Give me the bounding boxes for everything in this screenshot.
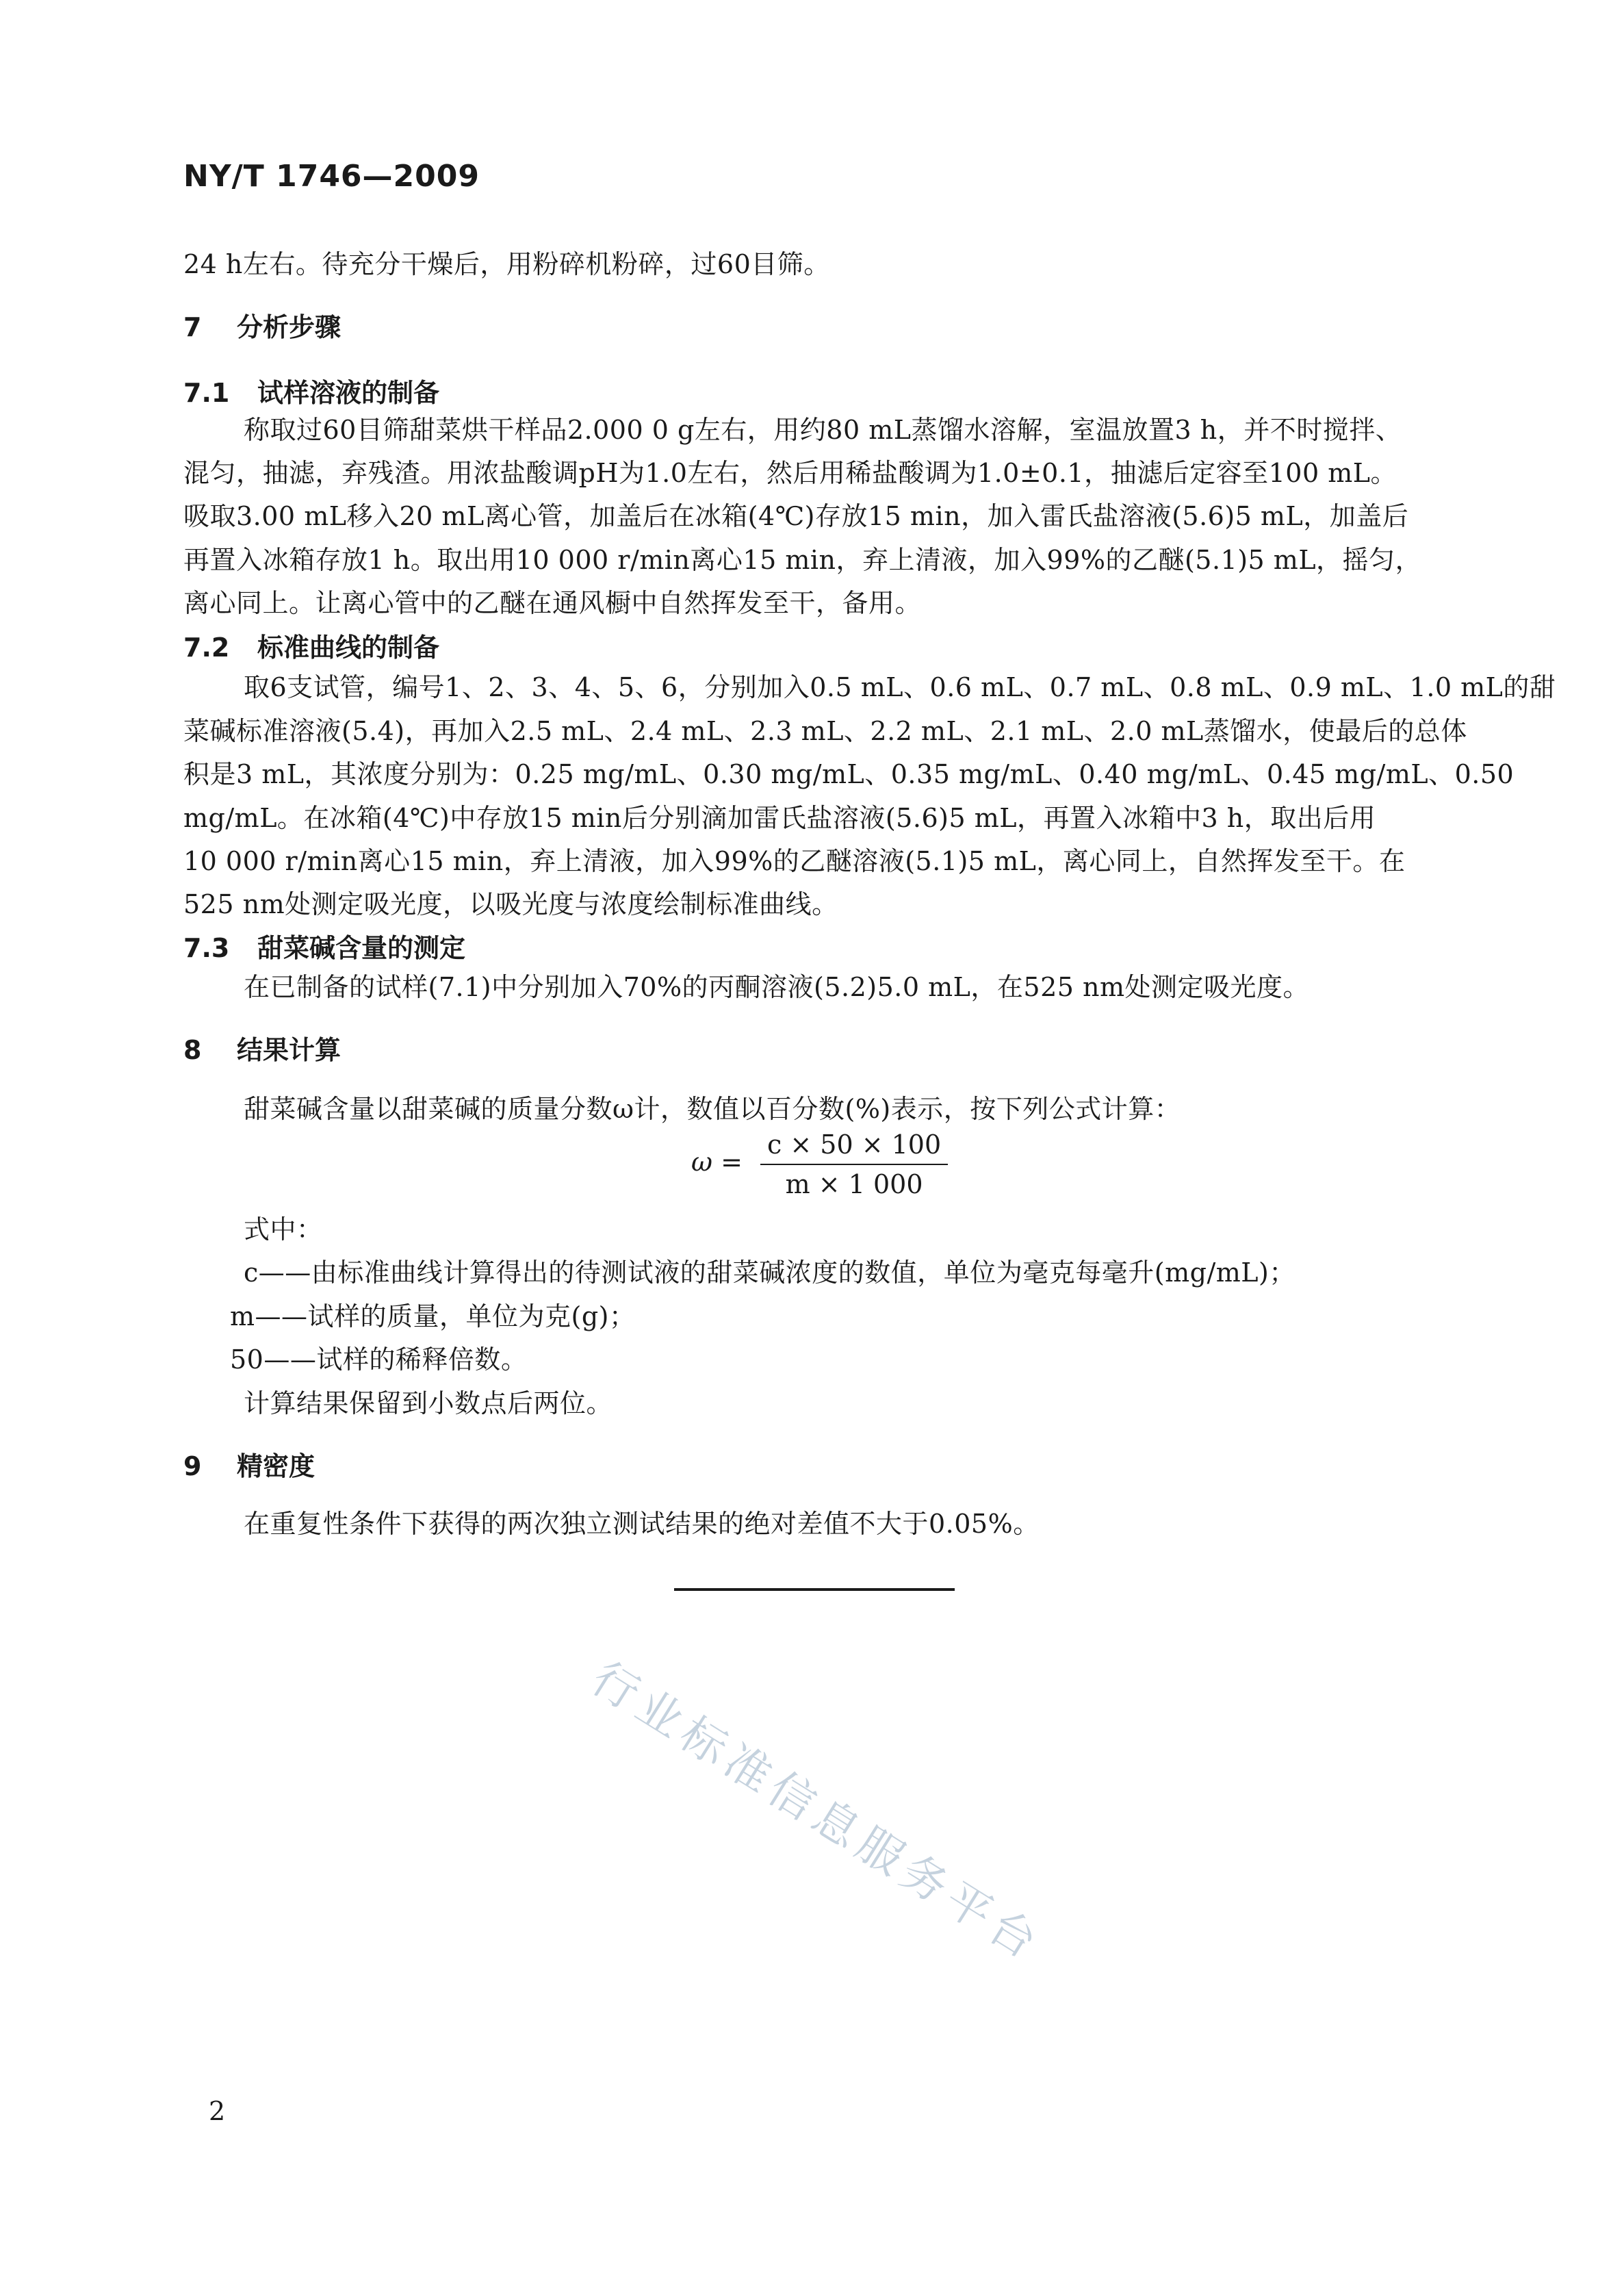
heading-8 [183, 1037, 341, 1063]
heading-title: 分析步骤 [237, 312, 341, 342]
s72-line-1: 取6支试管，编号1、2、3、4、5、6，分别加入0.5 mL、0.6 mL、0.7 mL、0.8 mL、0.9 mL、1.0 mL的甜 [244, 672, 1556, 702]
end-rule [674, 1588, 955, 1591]
definition-50: 50——试样的稀释倍数。 [230, 1344, 528, 1375]
heading-number: 7 [183, 312, 202, 342]
formula-numerator: c × 50 × 100 [760, 1129, 948, 1165]
heading-number: 7.1 [183, 378, 230, 408]
heading-number: 7.2 [183, 633, 230, 663]
standard-number: NY/T 1746—2009 [183, 159, 480, 194]
watermark: 行业标准信息服务平台 [582, 1651, 1052, 1972]
continued-paragraph: 24 h左右。待充分干燥后，用粉碎机粉碎，过60目筛。 [183, 249, 830, 279]
heading-9 [183, 1453, 315, 1479]
heading-7-1 [183, 380, 439, 406]
heading-7 [183, 314, 341, 340]
s72-line-4: mg/mL。在冰箱(4℃)中存放15 min后分别滴加雷氏盐溶液(5.6)5 mL，再置入冰箱中3 h，取出后用 [183, 803, 1376, 833]
formula-fraction [760, 1129, 948, 1199]
heading-title: 精密度 [237, 1451, 315, 1481]
s72-line-6: 525 nm处测定吸光度，以吸光度与浓度绘制标准曲线。 [183, 889, 838, 919]
heading-title: 试样溶液的制备 [257, 378, 440, 408]
s71-line-5: 离心同上。让离心管中的乙醚在通风橱中自然挥发至干，备用。 [183, 588, 922, 618]
definition-c: c——由标准曲线计算得出的待测试液的甜菜碱浓度的数值，单位为毫克每毫升(mg/mL)； [244, 1258, 1296, 1288]
rounding-note: 计算结果保留到小数点后两位。 [244, 1388, 613, 1418]
formula [691, 1129, 948, 1199]
page-number: 2 [209, 2096, 226, 2126]
heading-number: 9 [183, 1451, 202, 1481]
s8-line-1: 甜菜碱含量以甜菜碱的质量分数ω计，数值以百分数(%)表示，按下列公式计算： [244, 1094, 1181, 1124]
s73-line-1: 在已制备的试样(7.1)中分别加入70%的丙酮溶液(5.2)5.0 mL，在525 nm处测定吸光度。 [244, 972, 1310, 1002]
where-label: 式中： [244, 1214, 323, 1245]
heading-7-2 [183, 635, 439, 661]
heading-title: 标准曲线的制备 [257, 633, 440, 663]
s71-line-3: 吸取3.00 mL移入20 mL离心管，加盖后在冰箱(4℃)存放15 min，加入雷氏盐溶液(5.6)5 mL，加盖后 [183, 501, 1409, 531]
s72-line-2: 菜碱标准溶液(5.4)，再加入2.5 mL、2.4 mL、2.3 mL、2.2 mL、2.1 mL、2.0 mL蒸馏水，使最后的总体 [183, 716, 1467, 746]
heading-title: 结果计算 [237, 1035, 341, 1065]
s71-line-4: 再置入冰箱存放1 h。取出用10 000 r/min离心15 min，弃上清液，加入99%的乙醚(5.1)5 mL，摇匀， [183, 545, 1422, 575]
s71-line-2: 混匀，抽滤，弃残渣。用浓盐酸调pH为1.0左右，然后用稀盐酸调为1.0±0.1，抽滤后定容至100 mL。 [183, 458, 1397, 488]
heading-title: 甜菜碱含量的测定 [257, 933, 466, 963]
s71-line-1: 称取过60目筛甜菜烘干样品2.000 0 g左右，用约80 mL蒸馏水溶解，室温放置3 h，并不时搅拌、 [244, 415, 1402, 445]
heading-7-3 [183, 935, 465, 961]
formula-lhs: ω = [691, 1147, 743, 1177]
heading-number: 8 [183, 1035, 202, 1065]
s72-line-5: 10 000 r/min离心15 min，弃上清液，加入99%的乙醚溶液(5.1)5 mL，离心同上，自然挥发至干。在 [183, 846, 1406, 876]
formula-denominator: m × 1 000 [785, 1169, 923, 1199]
definition-m: m——试样的质量，单位为克(g)； [230, 1301, 636, 1331]
s9-line-1: 在重复性条件下获得的两次独立测试结果的绝对差值不大于0.05%。 [244, 1509, 1040, 1539]
heading-number: 7.3 [183, 933, 230, 963]
s72-line-3: 积是3 mL，其浓度分别为：0.25 mg/mL、0.30 mg/mL、0.35 mg/mL、0.40 mg/mL、0.45 mg/mL、0.50 [183, 759, 1515, 789]
